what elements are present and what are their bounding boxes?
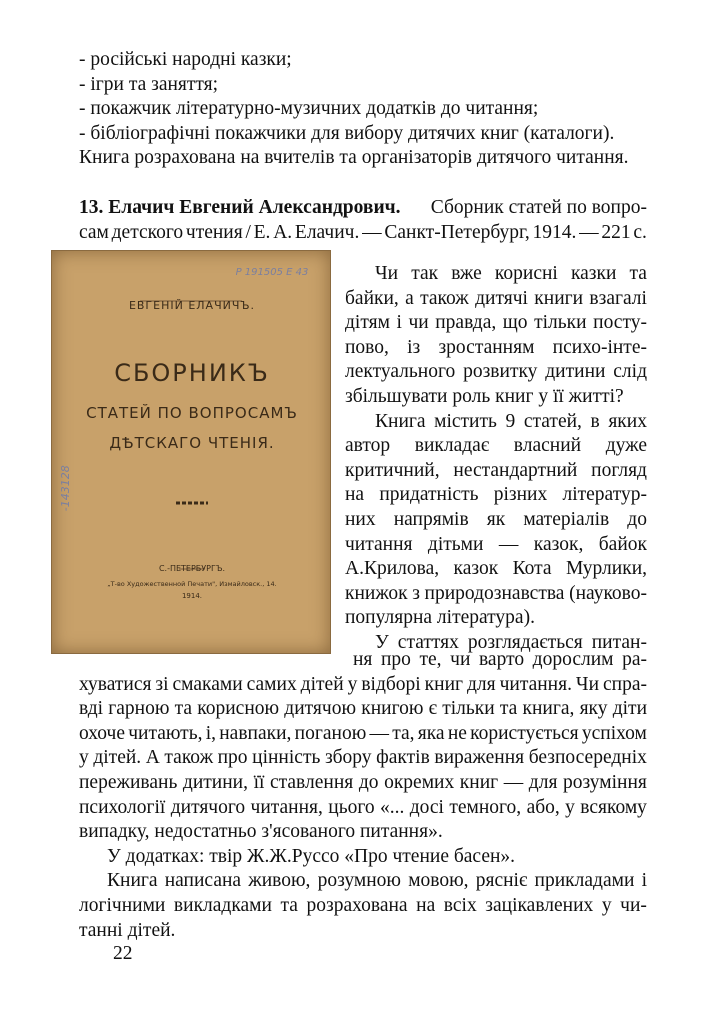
entry-number: 13.: [79, 197, 104, 218]
cover-title: СБОРНИКЪ: [114, 359, 270, 387]
bibliographic-entry: [79, 196, 647, 245]
paragraph-line: них напрямів як матеріалів до: [345, 508, 647, 530]
list-item: - покажчик літературно-музичних додатків до читання;: [79, 98, 539, 120]
paragraph-line: байки, а також дитячі книги взагалі: [345, 287, 647, 309]
paragraph-line: Чи так вже корисні казки та: [375, 263, 647, 284]
paragraph-line: дітям і чи правда, що тільки посту-: [345, 312, 647, 334]
paragraph-line: критичний, нестандартний погляд: [345, 459, 647, 481]
paragraph-line: У додатках: твір Ж.Ж.Руссо «Про чтение басен».: [107, 845, 516, 867]
cover-subtitle-2: ДѢТСКАГО ЧТЕНІЯ.: [109, 434, 275, 452]
paragraph-line: ня про те, чи варто дорослим ра-: [353, 649, 647, 670]
paragraph-line: Книга містить 9 статей, в яких: [375, 410, 647, 432]
paragraph-line: збільшувати роль книг у її житті?: [345, 385, 624, 407]
audience-note: Книга розрахована на вчителів та організаторів дитячого читання.: [79, 147, 629, 169]
paragraph-line: А.Крилова, казок Кота Мурлики,: [345, 558, 647, 580]
paragraph-line: лектуального розвитку дитини слід: [345, 361, 647, 383]
page-number: 22: [113, 943, 133, 964]
paragraph-line: книжок з природознавства (науково-: [345, 582, 647, 604]
paragraph-line: вді гарною та корисною дитячою книгою є тільки та книга, яку діти: [79, 698, 647, 720]
paragraph-line: Книга написана живою, розумною мовою, рясніє прикладами і: [107, 870, 647, 892]
paragraph-line: танні дітей.: [79, 919, 176, 941]
paragraph-line: логічними викладками та розрахована на всіх зацікавлених у чи-: [79, 894, 647, 916]
entry-title-part1: Сборник статей по вопро-: [430, 197, 647, 218]
paragraph-line: у дітей. А також про цінність збору фактів вираження безпосередніх: [79, 747, 647, 769]
library-stamp: Р 191505 Е 43: [235, 267, 309, 278]
paragraph-line: охоче читають, і, навпаки, поганою — та, яка не користується успіхом: [79, 722, 647, 744]
paragraph-line: У статтях розглядається питан-: [375, 631, 647, 653]
entry-title-part2: сам детского чтения / Е. А. Елачич. — Санкт-Петербург, 1914. — 221 с.: [79, 221, 647, 243]
inventory-mark: -143128: [58, 465, 72, 512]
appendix-list: [79, 48, 649, 171]
list-item: - ігри та заняття;: [79, 73, 219, 95]
paragraph-line: популярна література).: [345, 607, 535, 629]
paragraph-line: пово, із зростанням психо-інте-: [345, 336, 647, 358]
list-item: - російські народні казки;: [79, 49, 292, 70]
paragraph-line: автор викладає власний дуже: [345, 435, 647, 457]
cover-printer: „Т-во Художественной Печати", Измайловск., 14.: [107, 580, 277, 588]
book-cover-image: [51, 250, 331, 654]
paragraph-line: переживань дитини, її ставлення до окремих книг — для розуміння: [79, 771, 647, 793]
cover-year: 1914.: [181, 592, 203, 600]
cover-city: С.-ПЕТЕРБУРГЪ.: [158, 564, 226, 573]
cover-author: ЕВГЕНІЙ ЕЛАЧИЧЪ.: [128, 299, 256, 312]
paragraph-line: читання дітьми — казок, байок: [345, 533, 647, 555]
right-column-text: [345, 262, 647, 656]
paragraph-line: на придатність різних літератур-: [345, 484, 647, 506]
list-item: - бібліографічні покажчики для вибору дитячих книг (каталоги).: [79, 122, 615, 144]
body-text: [79, 648, 647, 943]
paragraph-line: хуватися зі смаками самих дітей у відборі книг для читання. Чи спра-: [79, 673, 647, 695]
cover-subtitle-1: СТАТЕЙ ПО ВОПРОСАМЪ: [86, 404, 298, 422]
paragraph-line: випадку, недостатньо з'ясованого питання».: [79, 821, 443, 843]
paragraph-line: психології дитячого читання, цього «... досі темного, або, у всякому: [79, 796, 647, 818]
entry-author: Елачич Евгений Александрович.: [108, 197, 401, 218]
